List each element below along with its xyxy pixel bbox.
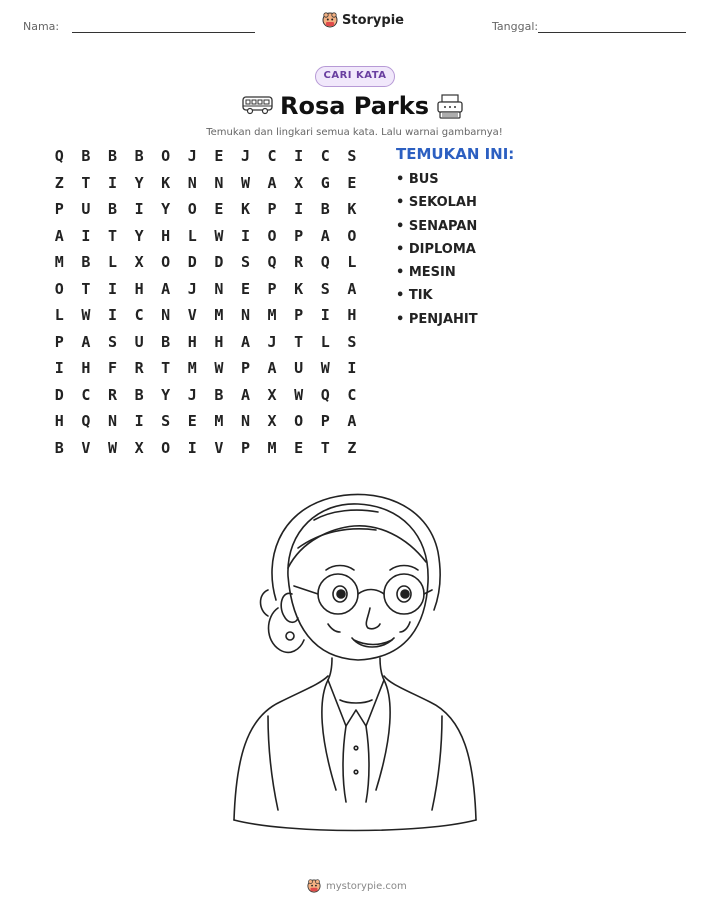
grid-cell[interactable]: L [54, 306, 64, 324]
grid-cell[interactable]: I [187, 438, 197, 457]
name-label: Nama: [23, 20, 60, 33]
grid-cell[interactable]: I [81, 226, 91, 245]
word-item: • TIK [396, 288, 433, 304]
grid-cell[interactable]: Q [320, 385, 330, 404]
grid-row [46, 279, 365, 306]
grid-cell[interactable]: M [267, 438, 277, 457]
grid-cell[interactable]: B [81, 253, 91, 271]
grid-cell[interactable]: P [54, 332, 64, 351]
typewriter-icon [436, 94, 464, 120]
grid-cell[interactable]: B [107, 200, 117, 218]
grid-cell[interactable]: A [240, 332, 250, 351]
grid-cell[interactable]: Z [54, 173, 64, 192]
grid-cell[interactable]: C [81, 385, 91, 404]
grid-cell[interactable]: P [54, 200, 64, 218]
grid-cell[interactable]: W [81, 306, 91, 324]
grid-row [46, 173, 365, 200]
grid-row [46, 305, 365, 332]
grid-cell[interactable]: X [134, 438, 144, 457]
grid-cell[interactable]: W [107, 438, 117, 457]
word-item: • MESIN [396, 265, 456, 281]
word-item: • BUS [396, 172, 439, 187]
grid-cell[interactable]: T [294, 332, 304, 351]
grid-cell[interactable]: A [267, 359, 277, 377]
grid-cell[interactable]: J [187, 147, 197, 165]
grid-cell[interactable]: Q [81, 412, 91, 430]
grid-cell[interactable]: H [134, 279, 144, 298]
grid-cell[interactable]: D [187, 253, 197, 271]
grid-cell[interactable]: I [107, 279, 117, 298]
grid-cell[interactable]: O [161, 253, 171, 271]
grid-cell[interactable]: P [240, 359, 250, 377]
grid-cell[interactable]: G [320, 173, 330, 192]
grid-cell[interactable]: A [54, 226, 64, 245]
grid-cell[interactable]: R [134, 359, 144, 377]
grid-cell[interactable]: A [161, 279, 171, 298]
grid-cell[interactable]: I [294, 147, 304, 165]
grid-row [46, 358, 365, 385]
grid-cell[interactable]: D [54, 385, 64, 404]
grid-cell[interactable]: I [107, 306, 117, 324]
grid-cell[interactable]: I [134, 412, 144, 430]
activity-badge: CARI KATA [315, 66, 395, 87]
grid-cell[interactable]: E [240, 279, 250, 298]
grid-cell[interactable]: J [187, 385, 197, 404]
instructions: Temukan dan lingkari semua kata. Lalu warnai gambarnya! [206, 127, 503, 138]
word-item: • DIPLOMA [396, 241, 476, 257]
grid-cell[interactable]: U [294, 359, 304, 377]
grid-cell[interactable]: S [107, 332, 117, 351]
grid-cell[interactable]: C [347, 385, 357, 404]
grid-cell[interactable]: N [240, 412, 250, 430]
grid-cell[interactable]: A [81, 332, 91, 351]
grid-cell[interactable]: C [320, 147, 330, 165]
grid-cell[interactable]: E [214, 147, 224, 165]
word-search-grid[interactable] [46, 146, 365, 464]
grid-cell[interactable]: W [294, 385, 304, 404]
grid-cell[interactable]: T [161, 359, 171, 377]
grid-cell[interactable]: U [134, 332, 144, 351]
grid-cell[interactable]: X [294, 173, 304, 192]
grid-cell[interactable]: J [267, 332, 277, 351]
grid-cell[interactable]: H [187, 332, 197, 351]
grid-cell[interactable]: C [134, 306, 144, 324]
grid-cell[interactable]: M [214, 306, 224, 324]
grid-cell[interactable]: B [134, 385, 144, 404]
grid-cell[interactable]: V [187, 306, 197, 324]
grid-cell[interactable]: P [294, 226, 304, 245]
grid-cell[interactable]: S [161, 412, 171, 430]
grid-cell[interactable]: N [161, 306, 171, 324]
grid-cell[interactable]: H [347, 306, 357, 324]
grid-cell[interactable]: R [107, 385, 117, 404]
page-title: Rosa Parks [279, 92, 430, 120]
grid-cell[interactable]: Q [320, 253, 330, 271]
grid-cell[interactable]: K [347, 200, 357, 218]
grid-cell[interactable]: P [294, 306, 304, 324]
grid-cell[interactable]: K [161, 173, 171, 192]
grid-cell[interactable]: N [107, 412, 117, 430]
grid-cell[interactable]: X [267, 385, 277, 404]
grid-cell[interactable]: E [187, 412, 197, 430]
grid-cell[interactable]: Z [347, 438, 357, 457]
grid-cell[interactable]: M [214, 412, 224, 430]
grid-cell[interactable]: P [240, 438, 250, 457]
grid-cell[interactable]: S [347, 147, 357, 165]
grid-cell[interactable]: M [54, 253, 64, 271]
grid-cell[interactable]: B [214, 385, 224, 404]
grid-cell[interactable]: M [267, 306, 277, 324]
word-item: • PENJAHIT [396, 311, 478, 327]
word-list [396, 171, 478, 334]
grid-cell[interactable]: O [161, 438, 171, 457]
grid-cell[interactable]: L [347, 253, 357, 271]
grid-cell[interactable]: Y [161, 385, 171, 404]
grid-cell[interactable]: A [347, 279, 357, 298]
grid-cell[interactable]: J [187, 279, 197, 298]
grid-cell[interactable]: S [320, 279, 330, 298]
grid-cell[interactable]: B [107, 147, 117, 165]
brand-name: Storypie [342, 12, 404, 28]
grid-cell[interactable]: X [267, 412, 277, 430]
grid-cell[interactable]: T [81, 279, 91, 298]
grid-cell[interactable]: H [161, 226, 171, 245]
grid-cell[interactable]: S [240, 253, 250, 271]
grid-cell[interactable]: H [214, 332, 224, 351]
grid-cell[interactable]: N [187, 173, 197, 192]
grid-cell[interactable]: A [347, 412, 357, 430]
grid-cell[interactable]: Q [54, 147, 64, 165]
grid-cell[interactable]: T [107, 226, 117, 245]
grid-row [46, 146, 365, 173]
grid-cell[interactable]: O [54, 279, 64, 298]
grid-cell[interactable]: T [320, 438, 330, 457]
grid-row [46, 411, 365, 438]
date-label: Tanggal: [492, 20, 539, 33]
grid-cell[interactable]: I [240, 226, 250, 245]
grid-cell[interactable]: S [347, 332, 357, 351]
grid-cell[interactable]: B [161, 332, 171, 351]
grid-cell[interactable]: B [81, 147, 91, 165]
grid-cell[interactable]: J [240, 147, 250, 165]
rosa-parks-portrait[interactable] [228, 490, 482, 850]
grid-cell[interactable]: M [187, 359, 197, 377]
grid-cell[interactable]: E [347, 173, 357, 192]
grid-cell[interactable]: X [134, 253, 144, 271]
grid-cell[interactable]: Y [134, 226, 144, 245]
grid-cell[interactable]: E [214, 200, 224, 218]
grid-cell[interactable]: I [54, 359, 64, 377]
grid-row [46, 438, 365, 465]
grid-row [46, 385, 365, 412]
grid-cell[interactable]: W [240, 173, 250, 192]
grid-row [46, 226, 365, 253]
grid-cell[interactable]: D [214, 253, 224, 271]
grid-cell[interactable]: W [214, 226, 224, 245]
grid-cell[interactable]: U [81, 200, 91, 218]
name-line[interactable] [72, 32, 255, 33]
grid-cell[interactable]: H [54, 412, 64, 430]
grid-cell[interactable]: B [54, 438, 64, 457]
grid-row [46, 252, 365, 279]
brand-logo [322, 12, 404, 28]
grid-cell[interactable]: V [214, 438, 224, 457]
grid-cell[interactable]: B [320, 200, 330, 218]
grid-cell[interactable]: Y [134, 173, 144, 192]
grid-cell[interactable]: C [267, 147, 277, 165]
grid-cell[interactable]: O [294, 412, 304, 430]
grid-cell[interactable]: K [240, 200, 250, 218]
storypie-mascot-icon [322, 12, 338, 28]
grid-cell[interactable]: W [320, 359, 330, 377]
grid-cell[interactable]: P [267, 200, 277, 218]
grid-cell[interactable]: O [267, 226, 277, 245]
grid-cell[interactable]: L [187, 226, 197, 245]
grid-cell[interactable]: P [267, 279, 277, 298]
grid-cell[interactable]: K [294, 279, 304, 298]
grid-cell[interactable]: A [240, 385, 250, 404]
storypie-mascot-icon [307, 879, 321, 893]
grid-cell[interactable]: B [134, 147, 144, 165]
grid-cell[interactable]: I [294, 200, 304, 218]
grid-cell[interactable]: I [134, 200, 144, 218]
word-item: • SENAPAN [396, 218, 478, 234]
grid-cell[interactable]: I [107, 173, 117, 192]
date-line[interactable] [538, 32, 686, 33]
grid-cell[interactable]: A [267, 173, 277, 192]
grid-cell[interactable]: H [81, 359, 91, 377]
grid-cell[interactable]: L [107, 253, 117, 271]
grid-cell[interactable]: N [214, 173, 224, 192]
grid-cell[interactable]: P [320, 412, 330, 430]
grid-cell[interactable]: Y [161, 200, 171, 218]
grid-cell[interactable]: A [320, 226, 330, 245]
grid-cell[interactable]: O [161, 147, 171, 165]
grid-cell[interactable]: V [81, 438, 91, 457]
grid-cell[interactable]: T [81, 173, 91, 192]
grid-cell[interactable]: O [187, 200, 197, 218]
grid-cell[interactable]: L [320, 332, 330, 351]
grid-cell[interactable]: I [347, 359, 357, 377]
footer [307, 879, 407, 893]
grid-cell[interactable]: F [107, 359, 117, 377]
grid-cell[interactable]: N [240, 306, 250, 324]
grid-cell[interactable]: N [214, 279, 224, 298]
grid-row [46, 332, 365, 359]
grid-cell[interactable]: E [294, 438, 304, 457]
find-title: TEMUKAN INI: [396, 145, 515, 163]
grid-cell[interactable]: R [294, 253, 304, 271]
word-item: • SEKOLAH [396, 195, 477, 211]
grid-cell[interactable]: I [320, 306, 330, 324]
grid-cell[interactable]: W [214, 359, 224, 377]
grid-row [46, 199, 365, 226]
grid-cell[interactable]: O [347, 226, 357, 245]
footer-url[interactable]: mystorypie.com [326, 880, 407, 892]
grid-cell[interactable]: Q [267, 253, 277, 271]
